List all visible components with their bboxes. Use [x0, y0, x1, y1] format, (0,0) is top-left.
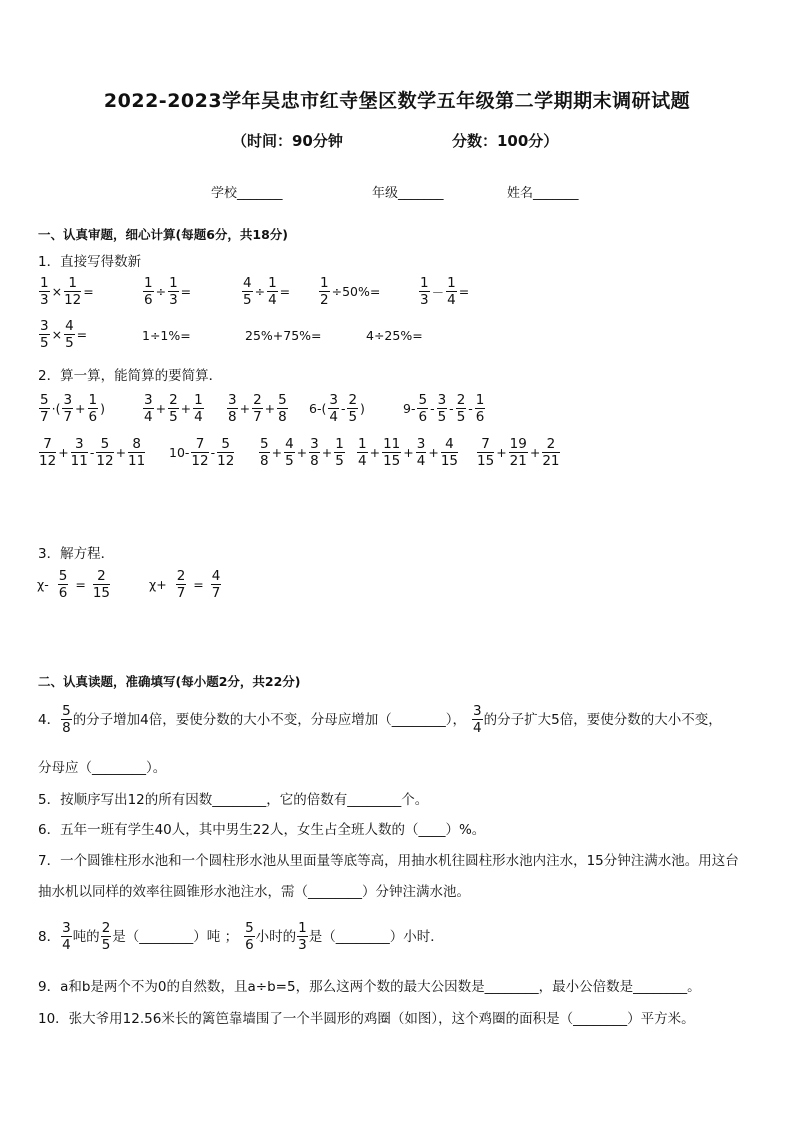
- fraction: $\frac{3}{5}$: [40, 318, 49, 351]
- fraction: $\frac{5}{12}$: [96, 436, 114, 469]
- operator: -: [430, 401, 435, 416]
- q1-item-a: $\frac{1}{3}$ × $\frac{1}{12}$ =: [40, 275, 94, 308]
- calc-expression: [38, 392, 106, 425]
- exam-time: （时间：90分钟: [232, 132, 343, 150]
- fraction: $\frac{5}{7}$: [40, 392, 49, 425]
- q1-item-f: $\frac{3}{5}$ × $\frac{4}{5}$ =: [40, 318, 88, 351]
- fraction: $\frac{4}{15}$: [440, 436, 459, 469]
- fraction: $\frac{5}{6}$: [418, 392, 428, 425]
- fraction: $\frac{3}{4}$: [144, 392, 153, 425]
- operator: -: [89, 445, 95, 460]
- equation-1: χ- $\frac{5}{6}$ = $\frac{2}{15}$: [37, 568, 110, 601]
- page-title: 2022-2023学年吴忠市红寺堡区数学五年级第二学期期末调研试题: [103, 90, 691, 112]
- fraction: $\frac{1}{4}$: [194, 392, 203, 425]
- fraction: $\frac{3}{11}$: [70, 436, 88, 469]
- fraction: $\frac{2}{7}$: [253, 392, 262, 425]
- operator: +: [271, 445, 283, 460]
- operator: -: [210, 445, 216, 460]
- question-6: 6．五年一班有学生40人，其中男生22人，女生占全班人数的（____）%。: [38, 822, 486, 838]
- fraction: $\frac{2}{5}$: [456, 392, 466, 425]
- operator: +: [369, 445, 381, 460]
- operator: +: [75, 401, 86, 416]
- operator: ·(: [51, 401, 61, 416]
- q1-item-i: 4÷25%=: [366, 328, 423, 343]
- operator: 6-(: [309, 401, 327, 416]
- fraction: $\frac{7}{12}$: [39, 436, 57, 469]
- equation-2: χ+ $\frac{2}{7}$ = $\frac{4}{7}$: [149, 568, 221, 601]
- fraction: $\frac{1}{2}$: [320, 275, 329, 308]
- q1-item-d: $\frac{1}{2}$ ÷50%=: [320, 275, 381, 308]
- operator: ): [360, 401, 365, 416]
- operator: +: [115, 445, 127, 460]
- fraction: $\frac{5}{6}$: [245, 920, 254, 953]
- fraction: $\frac{5}{6}$: [58, 568, 68, 601]
- calc-expression: [38, 436, 146, 469]
- fraction: $\frac{19}{21}$: [509, 436, 527, 469]
- section2-heading: 二、认真读题，准确填写(每小题2分，共22分): [38, 674, 301, 689]
- operator: +: [180, 401, 192, 416]
- calc-expression: [476, 436, 561, 469]
- question-7: 7．一个圆锥柱形水池和一个圆柱形水池从里面量等底等高，用抽水机往圆柱形水池内注水，15分钟注满水池。用这台: [38, 853, 739, 869]
- fraction: $\frac{1}{6}$: [475, 392, 485, 425]
- q1-item-e: $\frac{1}{3}$ － $\frac{1}{4}$ =: [420, 275, 470, 308]
- fraction: $\frac{1}{4}$: [447, 275, 456, 308]
- fraction: $\frac{5}{8}$: [278, 392, 287, 425]
- calc-expression: [142, 392, 205, 425]
- operator: +: [296, 445, 308, 460]
- operator: +: [496, 445, 507, 460]
- calc-expression: [402, 392, 486, 425]
- question-1: 1．直接写得数新: [38, 254, 142, 270]
- operator: 9-: [403, 401, 416, 416]
- fraction: $\frac{3}{8}$: [310, 436, 319, 469]
- operator: +: [239, 401, 251, 416]
- fraction: $\frac{2}{5}$: [169, 392, 178, 425]
- operator: +: [428, 445, 439, 460]
- operator: +: [58, 445, 69, 460]
- fraction: $\frac{11}{15}$: [383, 436, 401, 469]
- question-3: 3．解方程．: [38, 546, 115, 562]
- fraction: $\frac{3}{4}$: [62, 920, 71, 953]
- fraction: $\frac{2}{15}$: [92, 568, 110, 601]
- question-2: 2．算一算，能简算的要简算．: [38, 368, 223, 384]
- q1-item-h: 25%+75%=: [245, 328, 322, 343]
- fraction: $\frac{7}{12}$: [191, 436, 209, 469]
- fraction: $\frac{1}{6}$: [144, 275, 153, 308]
- fraction: $\frac{4}{5}$: [243, 275, 252, 308]
- operator: ): [100, 401, 106, 416]
- fraction: $\frac{1}{4}$: [268, 275, 277, 308]
- fraction: $\frac{1}{5}$: [335, 436, 344, 469]
- fraction: $\frac{1}{3}$: [420, 275, 429, 308]
- fraction: $\frac{2}{21}$: [542, 436, 560, 469]
- question-7-cont: 抽水机以同样的效率往圆锥形水池注水，需（________）分钟注满水池。: [38, 884, 470, 900]
- fraction: $\frac{1}{6}$: [88, 392, 98, 425]
- fraction: $\frac{3}{5}$: [437, 392, 447, 425]
- operator: +: [321, 445, 333, 460]
- calc-expression: [356, 436, 459, 469]
- question-5: 5．按顺序写出12的所有因数________，它的倍数有________个。: [38, 792, 429, 808]
- q1-item-b: $\frac{1}{6}$ ÷ $\frac{1}{3}$ =: [144, 275, 192, 308]
- fraction: $\frac{1}{3}$: [298, 920, 307, 953]
- fraction: $\frac{3}{8}$: [228, 392, 237, 425]
- fraction: $\frac{3}{7}$: [63, 392, 73, 425]
- q1-item-g: 1÷1%=: [142, 328, 191, 343]
- fraction: $\frac{2}{5}$: [101, 920, 111, 953]
- fraction: $\frac{1}{3}$: [40, 275, 49, 308]
- name-field[interactable]: 姓名_______: [507, 186, 579, 201]
- operator: 10-: [169, 445, 190, 460]
- fraction: $\frac{5}{8}$: [260, 436, 269, 469]
- question-10: 10．张大爷用12.56米长的篱笆靠墙围了一个半圆形的鸡圈（如图），这个鸡圈的面积是（________）平方米。: [38, 1011, 695, 1027]
- fraction: $\frac{2}{7}$: [176, 568, 186, 601]
- operator: +: [155, 401, 167, 416]
- school-field[interactable]: 学校_______: [211, 186, 283, 201]
- operator: +: [529, 445, 541, 460]
- calc-expression: [308, 392, 366, 425]
- fraction: $\frac{4}{5}$: [65, 318, 74, 351]
- question-8: 8． $\frac{3}{4}$ 吨的 $\frac{2}{5}$ 是（________）吨 ； $\frac{5}{6}$ 小时的 $\frac{1}{3}$ 是（________）小时．: [38, 920, 444, 953]
- operator: -: [449, 401, 454, 416]
- fraction: $\frac{1}{4}$: [358, 436, 367, 469]
- fraction: $\frac{3}{4}$: [473, 703, 482, 736]
- fraction: $\frac{2}{5}$: [348, 392, 358, 425]
- question-9: 9．a和b是两个不为0的自然数，且a÷b=5，那么这两个数的最大公因数是________，最小公倍数是________。: [38, 979, 701, 995]
- fraction: $\frac{4}{5}$: [285, 436, 294, 469]
- operator: +: [403, 445, 414, 460]
- fraction: $\frac{5}{12}$: [217, 436, 235, 469]
- question-4: 4． $\frac{5}{8}$ 的分子增加4倍，要使分数的大小不变，分母应增加（________）， $\frac{3}{4}$ 的分子扩大5倍，要使分数的大小不变，: [38, 703, 722, 736]
- calc-expression: [226, 392, 289, 425]
- operator: +: [264, 401, 276, 416]
- operator: -: [468, 401, 473, 416]
- grade-field[interactable]: 年级_______: [372, 186, 444, 201]
- fraction: $\frac{7}{15}$: [477, 436, 495, 469]
- question-4-cont: 分母应（________）。: [38, 760, 167, 776]
- fraction: $\frac{3}{4}$: [416, 436, 426, 469]
- operator: -: [340, 401, 346, 416]
- fraction: $\frac{1}{3}$: [169, 275, 178, 308]
- calc-expression: [168, 436, 235, 469]
- fraction: $\frac{8}{11}$: [128, 436, 146, 469]
- exam-score: 分数：100分）: [452, 132, 559, 150]
- fraction: $\frac{3}{4}$: [329, 392, 338, 425]
- q1-item-c: $\frac{4}{5}$ ÷ $\frac{1}{4}$ =: [243, 275, 291, 308]
- fraction: $\frac{1}{12}$: [64, 275, 82, 308]
- fraction: $\frac{5}{8}$: [62, 703, 71, 736]
- calc-expression: [258, 436, 346, 469]
- fraction: $\frac{4}{7}$: [211, 568, 221, 601]
- section1-heading: 一、认真审题，细心计算(每题6分，共18分): [38, 227, 289, 242]
